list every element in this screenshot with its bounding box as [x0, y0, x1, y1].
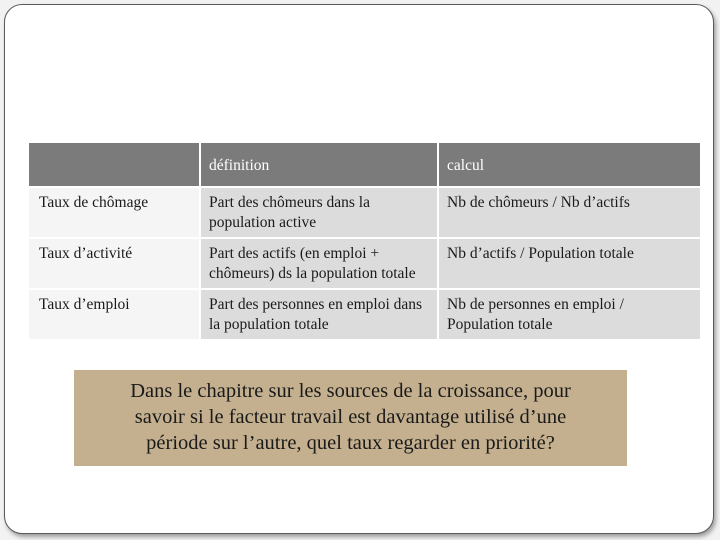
question-line: période sur l’autre, quel taux regarder en priorité?: [146, 432, 555, 454]
table-row: [28, 187, 701, 238]
definition-cell: Part des chômeurs dans la population active: [200, 187, 438, 238]
row-label-taux-activite: Taux d’activité: [28, 238, 200, 289]
definition-cell: Part des actifs (en emploi + chômeurs) ds la population totale: [200, 238, 438, 289]
header-calcul: calcul: [438, 142, 701, 187]
table-header-row: [28, 142, 701, 187]
header-definition: définition: [200, 142, 438, 187]
question-line: Dans le chapitre sur les sources de la croissance, pour: [130, 380, 571, 402]
rates-table: [27, 141, 702, 341]
calcul-cell: Nb de chômeurs / Nb d’actifs: [438, 187, 701, 238]
calcul-cell: Nb de personnes en emploi / Population totale: [438, 289, 701, 340]
question-line: savoir si le facteur travail est davantage utilisé d’une: [134, 406, 567, 428]
row-label-taux-emploi: Taux d’emploi: [28, 289, 200, 340]
calcul-cell: Nb d’actifs / Population totale: [438, 238, 701, 289]
header-empty-cell: [28, 142, 200, 187]
slide: [4, 4, 714, 534]
table-row: [28, 289, 701, 340]
row-label-taux-chomage: Taux de chômage: [28, 187, 200, 238]
definition-cell: Part des personnes en emploi dans la population totale: [200, 289, 438, 340]
table-row: [28, 238, 701, 289]
question-box: [74, 370, 627, 466]
